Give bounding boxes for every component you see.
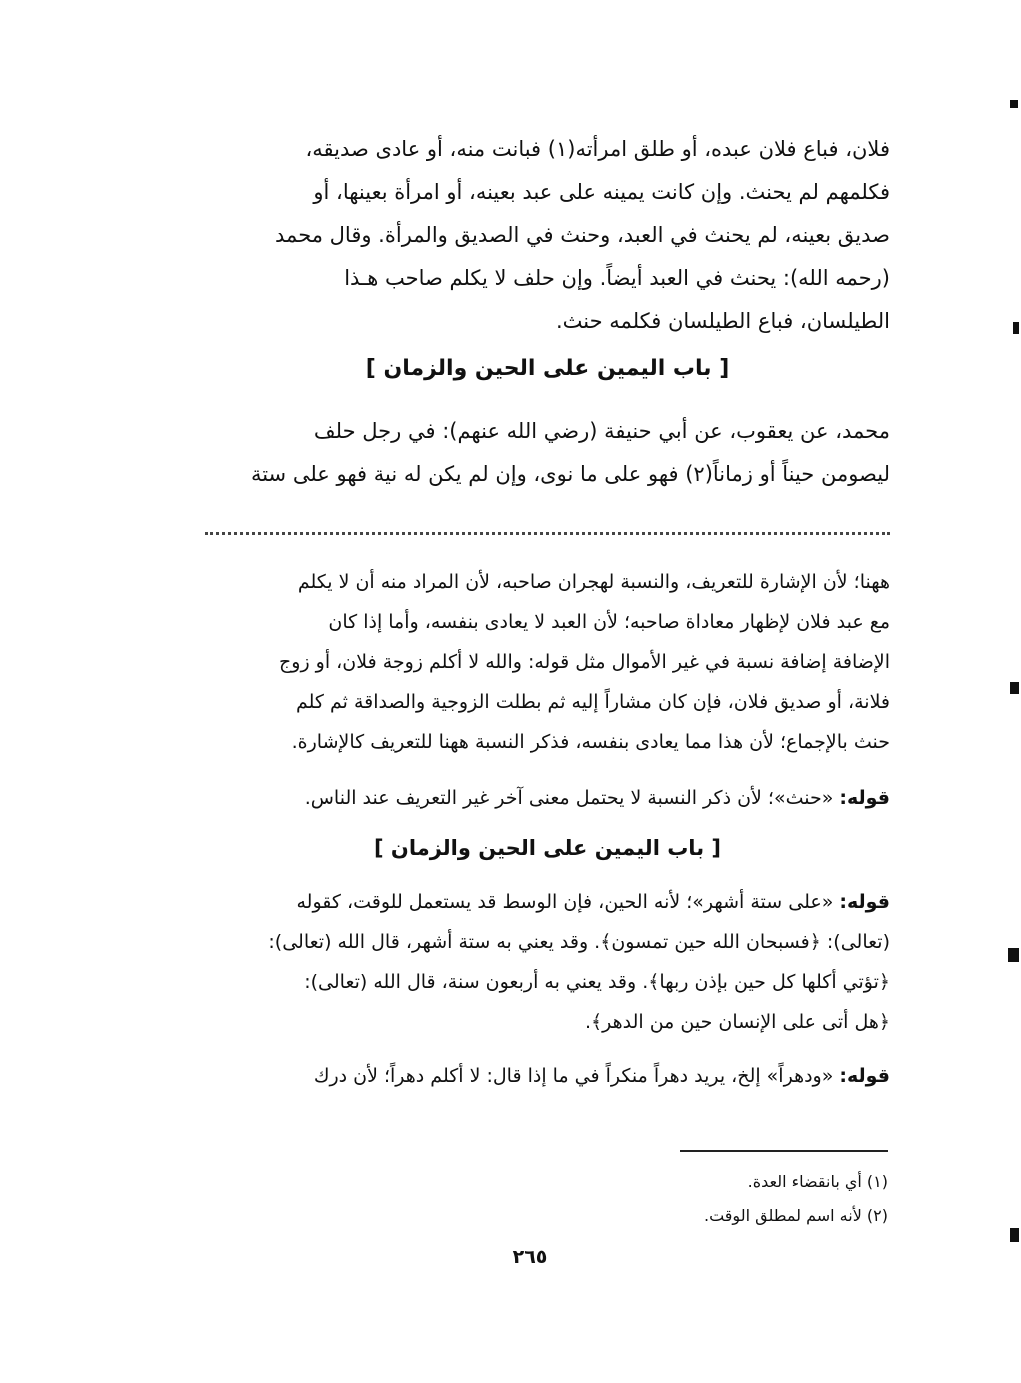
text-line: صديق بعينه، لم يحنث في العبد، وحنث في الصديق والمرأة. وقال محمد: [275, 223, 890, 247]
commentary-label: قوله:: [839, 891, 890, 913]
text-line: ليصومن حيناً أو زماناً(٢) فهو على ما نوى، وإن لم يكن له نية فهو على ستة: [250, 462, 890, 486]
text-line: مع عبد فلان لإظهار معاداة صاحبه؛ لأن العبد لا يعادى بنفسه، وأما إذا كان: [328, 611, 890, 633]
commentary-paragraph: [205, 882, 890, 1042]
scan-mark: [1010, 1228, 1019, 1242]
text-line: الإضافة إضافة نسبة في غير الأموال مثل قوله: والله لا أكلم زوجة فلان، أو زوج: [279, 651, 890, 673]
text-line: فلان، فباع فلان عبده، أو طلق امرأته(١) فبانت منه، أو عادى صديقه،: [305, 137, 890, 161]
footnote: (٢) لأنه اسم لمطلق الوقت.: [703, 1206, 888, 1225]
page-number: ٢٦٥: [512, 1246, 548, 1268]
footnote-divider: [680, 1150, 888, 1152]
commentary-text: «على ستة أشهر»؛ لأنه الحين، فإن الوسط قد يستعمل للوقت، كقوله: [296, 891, 840, 913]
footnotes: [500, 1165, 888, 1233]
main-text-paragraph: [205, 128, 890, 343]
scan-mark: [1013, 322, 1019, 334]
text-line: (رحمه الله): يحنث في العبد أيضاً. وإن حلف لا يكلم صاحب هـذا: [344, 266, 890, 290]
text-line: [205, 882, 890, 922]
commentary-text: «ودهراً» إلخ، يريد دهراً منكراً في ما إذا قال: لا أكلم دهراً؛ لأن درك: [313, 1065, 840, 1087]
commentary-paragraph: [205, 1056, 890, 1096]
chapter-paragraph: [205, 410, 890, 496]
dotted-separator: [205, 532, 890, 535]
text-line: الطيلسان، فباع الطيلسان فكلمه حنث.: [556, 309, 890, 333]
scan-mark: [1010, 100, 1018, 108]
text-line: فكلمهم لم يحنث. وإن كانت يمينه على عبد بعينه، أو امرأة بعينها، أو: [313, 180, 890, 204]
text-line: ﴿تؤتي أكلها كل حين بإذن ربها﴾. وقد يعني به أربعون سنة، قال الله (تعالى):: [304, 971, 890, 993]
text-line: محمد، عن يعقوب، عن أبي حنيفة (رضي الله عنهم): في رجل حلف: [313, 419, 890, 443]
commentary-label: قوله:: [839, 1065, 890, 1087]
text-line: حنث بالإجماع؛ لأن هذا مما يعادى بنفسه، فذكر النسبة ههنا للتعريف كالإشارة.: [291, 731, 890, 753]
commentary-paragraph: [205, 778, 890, 818]
text-line: فلانة، أو صديق فلان، فإن كان مشاراً إليه ثم بطلت الزوجية والصداقة ثم كلم: [295, 691, 890, 713]
text-line: ﴿هل أتى على الإنسان حين من الدهر﴾.: [584, 1011, 890, 1033]
footnote: (١) أي بانقضاء العدة.: [747, 1172, 888, 1191]
commentary-paragraph: [205, 562, 890, 762]
commentary-text: «حنث»؛ لأن ذكر النسبة لا يحتمل معنى آخر غير التعريف عند الناس.: [304, 787, 840, 809]
commentary-heading: [ باب اليمين على الحين والزمان ]: [373, 836, 721, 860]
text-line: ههنا؛ لأن الإشارة للتعريف، والنسبة لهجران صاحبه، لأن المراد منه أن لا يكلم: [297, 571, 890, 593]
text-line: (تعالى): ﴿فسبحان الله حين تمسون﴾. وقد يعني به ستة أشهر، قال الله (تعالى):: [268, 931, 890, 953]
text-line: [205, 778, 890, 818]
scan-mark: [1010, 682, 1019, 694]
chapter-heading: [ باب اليمين على الحين والزمان ]: [365, 356, 730, 381]
commentary-label: قوله:: [839, 787, 890, 809]
scan-mark: [1008, 948, 1019, 962]
text-line: [205, 1056, 890, 1096]
